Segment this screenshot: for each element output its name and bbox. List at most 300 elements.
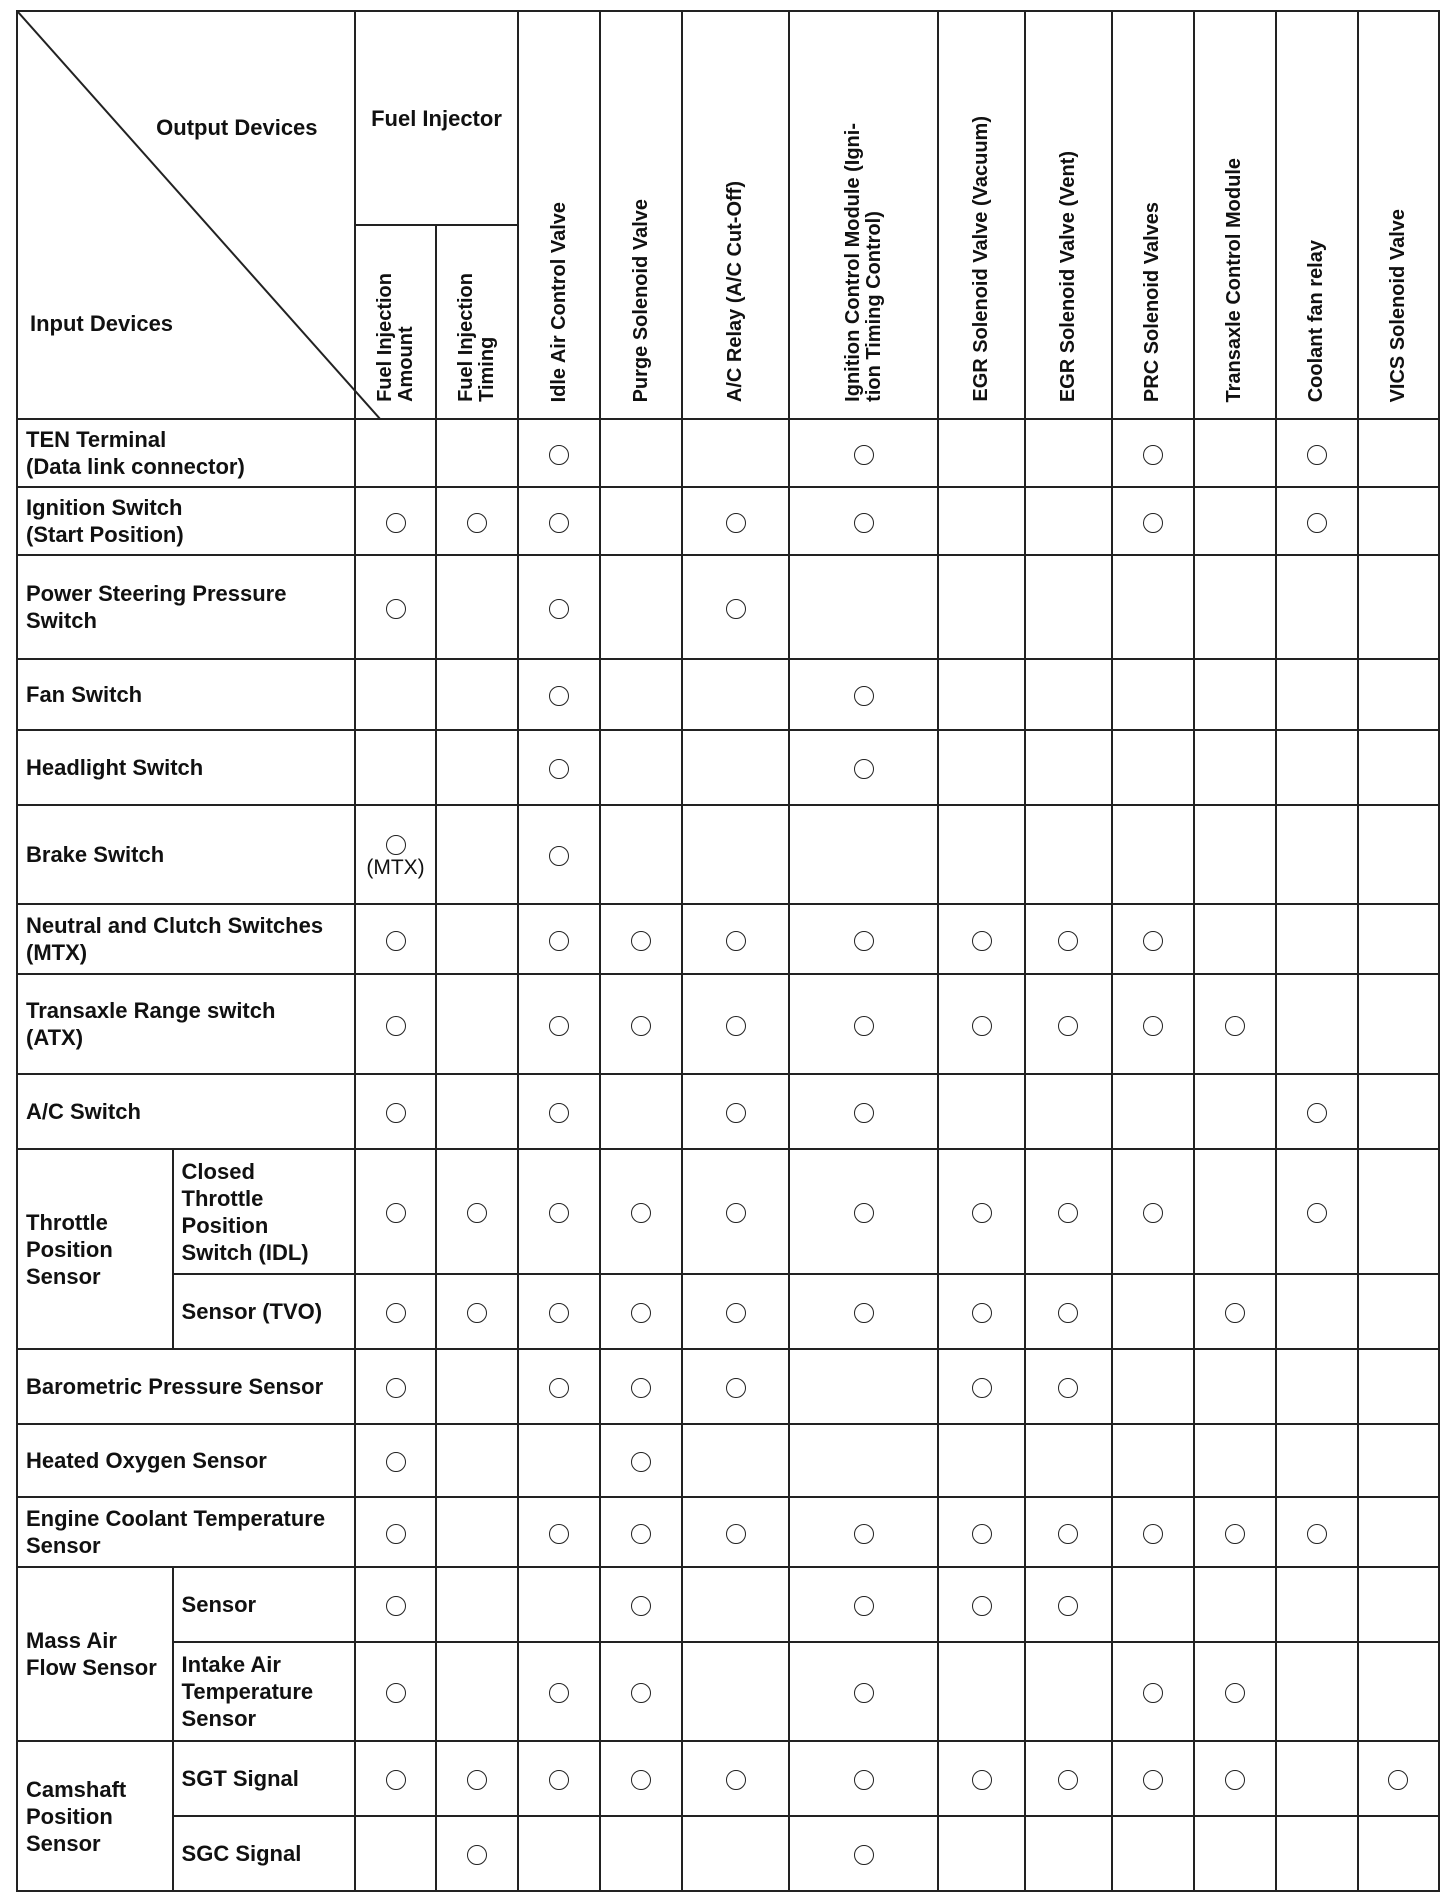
matrix-cell xyxy=(518,1074,600,1149)
column-header-4 xyxy=(600,11,682,419)
matrix-cell xyxy=(436,555,518,659)
matrix-cell xyxy=(355,1424,437,1497)
matrix-cell xyxy=(789,659,938,730)
matrix-cell xyxy=(1358,904,1439,974)
matrix-cell xyxy=(1276,1274,1358,1349)
column-header-3 xyxy=(518,11,600,419)
relation-circle-mark xyxy=(631,1524,651,1544)
matrix-cell xyxy=(789,1567,938,1642)
matrix-cell xyxy=(938,805,1025,904)
matrix-cell xyxy=(600,659,682,730)
table-row xyxy=(17,487,1439,555)
matrix-cell xyxy=(436,659,518,730)
column-header-2 xyxy=(436,225,518,419)
relation-circle-mark xyxy=(386,835,406,855)
relation-circle-mark xyxy=(726,1770,746,1790)
matrix-cell xyxy=(938,659,1025,730)
matrix-cell xyxy=(1276,730,1358,805)
relation-circle-mark xyxy=(854,1596,874,1616)
mark-note: (MTX) xyxy=(366,856,425,879)
relation-circle-mark xyxy=(386,1683,406,1703)
matrix-cell xyxy=(1358,1074,1439,1149)
matrix-cell xyxy=(1025,419,1112,487)
relation-circle-mark xyxy=(1143,1683,1163,1703)
matrix-cell xyxy=(436,1497,518,1567)
matrix-cell xyxy=(938,974,1025,1074)
relation-circle-mark xyxy=(1143,1770,1163,1790)
matrix-cell xyxy=(1194,1274,1276,1349)
matrix-cell xyxy=(600,1497,682,1567)
matrix-cell xyxy=(1025,1074,1112,1149)
matrix-cell xyxy=(789,1816,938,1891)
input-device-label: Transaxle Range switch (ATX) xyxy=(17,974,355,1074)
relation-circle-mark xyxy=(726,931,746,951)
relation-circle-mark xyxy=(549,686,569,706)
input-device-label: Intake Air Temperature Sensor xyxy=(173,1642,355,1741)
matrix-cell xyxy=(1112,904,1194,974)
relation-circle-mark xyxy=(1143,445,1163,465)
relation-circle-mark xyxy=(726,513,746,533)
matrix-cell xyxy=(600,419,682,487)
relation-circle-mark xyxy=(854,931,874,951)
column-header-7 xyxy=(938,11,1025,419)
relation-circle-mark xyxy=(726,1303,746,1323)
relation-circle-mark xyxy=(467,1303,487,1323)
relation-circle-mark xyxy=(386,1378,406,1398)
matrix-cell xyxy=(682,555,789,659)
matrix-cell xyxy=(1358,419,1439,487)
input-device-label: A/C Switch xyxy=(17,1074,355,1149)
column-header-label: Idle Air Control Valve xyxy=(547,201,570,402)
relation-circle-mark xyxy=(549,513,569,533)
matrix-cell xyxy=(938,730,1025,805)
matrix-cell xyxy=(1112,1074,1194,1149)
matrix-cell xyxy=(682,974,789,1074)
matrix-cell xyxy=(518,805,600,904)
relation-circle-mark xyxy=(972,1770,992,1790)
matrix-cell xyxy=(518,419,600,487)
matrix-cell xyxy=(355,659,437,730)
column-header-label: Coolant fan relay xyxy=(1305,239,1328,402)
relation-circle-mark xyxy=(854,1016,874,1036)
matrix-cell xyxy=(1112,1497,1194,1567)
matrix-cell xyxy=(1358,1497,1439,1567)
input-device-label: Neutral and Clutch Switches (MTX) xyxy=(17,904,355,974)
relation-circle-mark xyxy=(1225,1303,1245,1323)
relation-circle-mark xyxy=(631,1016,651,1036)
relation-circle-mark xyxy=(854,445,874,465)
relation-circle-mark xyxy=(549,759,569,779)
matrix-cell xyxy=(938,1567,1025,1642)
matrix-cell xyxy=(682,659,789,730)
input-device-label: Engine Coolant Temperature Sensor xyxy=(17,1497,355,1567)
fuel-injector-header: Fuel Injector xyxy=(355,11,519,225)
matrix-cell xyxy=(938,904,1025,974)
matrix-cell xyxy=(518,904,600,974)
column-header-5 xyxy=(682,11,789,419)
matrix-cell xyxy=(600,1741,682,1816)
matrix-cell xyxy=(600,730,682,805)
matrix-cell xyxy=(1025,1274,1112,1349)
matrix-cell xyxy=(1358,1149,1439,1274)
column-header-9 xyxy=(1112,11,1194,419)
relation-circle-mark xyxy=(1058,1378,1078,1398)
matrix-cell xyxy=(1112,419,1194,487)
matrix-cell xyxy=(938,1497,1025,1567)
matrix-cell xyxy=(1358,1424,1439,1497)
input-device-label: Heated Oxygen Sensor xyxy=(17,1424,355,1497)
header-row xyxy=(17,11,1439,225)
matrix-cell xyxy=(682,730,789,805)
matrix-cell xyxy=(789,805,938,904)
input-device-group-label: Camshaft Position Sensor xyxy=(17,1741,173,1891)
relation-circle-mark xyxy=(854,759,874,779)
matrix-cell xyxy=(682,1497,789,1567)
input-device-label: SGC Signal xyxy=(173,1816,355,1891)
relation-circle-mark xyxy=(854,1683,874,1703)
matrix-cell xyxy=(1025,1497,1112,1567)
matrix-cell xyxy=(518,974,600,1074)
relation-circle-mark xyxy=(1058,1016,1078,1036)
matrix-cell xyxy=(355,1567,437,1642)
matrix-cell xyxy=(1194,1816,1276,1891)
matrix-cell xyxy=(1025,1816,1112,1891)
table-row xyxy=(17,659,1439,730)
input-device-label: Ignition Switch (Start Position) xyxy=(17,487,355,555)
relation-circle-mark xyxy=(549,1683,569,1703)
matrix-cell xyxy=(436,1424,518,1497)
matrix-cell xyxy=(789,1149,938,1274)
matrix-cell xyxy=(1276,487,1358,555)
relation-circle-mark xyxy=(1143,1524,1163,1544)
table-row xyxy=(17,974,1439,1074)
relation-circle-mark xyxy=(972,1016,992,1036)
matrix-cell xyxy=(789,487,938,555)
relation-circle-mark xyxy=(1225,1770,1245,1790)
matrix-cell xyxy=(1194,904,1276,974)
table-row xyxy=(17,1424,1439,1497)
relation-circle-mark xyxy=(467,513,487,533)
matrix-cell xyxy=(1025,904,1112,974)
input-device-label: Power Steering Pressure Switch xyxy=(17,555,355,659)
matrix-cell xyxy=(938,1074,1025,1149)
matrix-cell xyxy=(1358,1567,1439,1642)
matrix-cell xyxy=(600,1149,682,1274)
diagonal-divider xyxy=(18,12,381,420)
table-row xyxy=(17,1274,1439,1349)
relation-circle-mark xyxy=(549,599,569,619)
relation-circle-mark xyxy=(386,1303,406,1323)
input-device-label: Barometric Pressure Sensor xyxy=(17,1349,355,1424)
relation-circle-mark xyxy=(386,1596,406,1616)
matrix-cell xyxy=(1112,1149,1194,1274)
relation-circle-mark xyxy=(549,1303,569,1323)
matrix-cell xyxy=(600,1567,682,1642)
relation-circle-mark xyxy=(549,846,569,866)
matrix-cell xyxy=(436,904,518,974)
relation-circle-mark xyxy=(972,931,992,951)
matrix-cell xyxy=(1112,1642,1194,1741)
matrix-cell xyxy=(518,555,600,659)
matrix-cell xyxy=(518,1349,600,1424)
matrix-cell xyxy=(1194,1642,1276,1741)
relation-circle-mark xyxy=(631,1683,651,1703)
matrix-cell xyxy=(1358,1816,1439,1891)
matrix-cell xyxy=(938,1274,1025,1349)
column-header-11 xyxy=(1276,11,1358,419)
relation-circle-mark xyxy=(1307,1103,1327,1123)
matrix-cell xyxy=(938,555,1025,659)
relation-circle-mark xyxy=(631,1452,651,1472)
matrix-cell xyxy=(1276,974,1358,1074)
relation-circle-mark xyxy=(726,1203,746,1223)
relation-circle-mark xyxy=(972,1303,992,1323)
input-device-label: Sensor xyxy=(173,1567,355,1642)
matrix-cell xyxy=(600,1274,682,1349)
matrix-cell xyxy=(1194,659,1276,730)
relation-circle-mark xyxy=(854,1103,874,1123)
matrix-cell xyxy=(1276,1567,1358,1642)
matrix-cell xyxy=(1358,659,1439,730)
matrix-cell xyxy=(682,1149,789,1274)
relation-circle-mark xyxy=(972,1596,992,1616)
matrix-cell xyxy=(789,1274,938,1349)
matrix-cell xyxy=(1276,1424,1358,1497)
matrix-cell xyxy=(1112,974,1194,1074)
relation-circle-mark xyxy=(386,1452,406,1472)
matrix-cell xyxy=(1025,1149,1112,1274)
matrix-cell xyxy=(1112,1567,1194,1642)
matrix-cell xyxy=(789,555,938,659)
relation-circle-mark xyxy=(854,1303,874,1323)
relation-circle-mark xyxy=(1143,513,1163,533)
matrix-cell xyxy=(436,974,518,1074)
matrix-cell xyxy=(1025,1424,1112,1497)
table-row xyxy=(17,805,1439,904)
matrix-cell xyxy=(789,1349,938,1424)
matrix-cell xyxy=(355,1149,437,1274)
matrix-cell xyxy=(355,1816,437,1891)
relation-circle-mark xyxy=(1225,1016,1245,1036)
matrix-cell xyxy=(1025,1642,1112,1741)
matrix-cell xyxy=(1112,487,1194,555)
matrix-cell xyxy=(1194,555,1276,659)
matrix-cell xyxy=(518,1274,600,1349)
relation-circle-mark xyxy=(1307,1524,1327,1544)
input-device-label: Sensor (TVO) xyxy=(173,1274,355,1349)
relation-circle-mark xyxy=(549,1016,569,1036)
matrix-cell xyxy=(1276,659,1358,730)
relation-circle-mark xyxy=(631,931,651,951)
input-device-group-label: Throttle Position Sensor xyxy=(17,1149,173,1349)
matrix-cell xyxy=(1194,1497,1276,1567)
matrix-cell xyxy=(436,487,518,555)
matrix-cell xyxy=(1194,1567,1276,1642)
column-header-label: Ignition Control Module (Igni- tion Timing Control) xyxy=(841,123,885,402)
column-header-6 xyxy=(789,11,938,419)
matrix-cell xyxy=(1194,1741,1276,1816)
table-row xyxy=(17,1149,1439,1274)
relation-circle-mark xyxy=(1058,931,1078,951)
matrix-cell xyxy=(1276,805,1358,904)
input-device-label: Headlight Switch xyxy=(17,730,355,805)
matrix-cell xyxy=(1194,419,1276,487)
column-header-8 xyxy=(1025,11,1112,419)
input-device-group-label: Mass Air Flow Sensor xyxy=(17,1567,173,1741)
relation-circle-mark xyxy=(549,1770,569,1790)
matrix-cell xyxy=(518,659,600,730)
relation-circle-mark xyxy=(854,1845,874,1865)
relation-circle-mark xyxy=(1388,1770,1408,1790)
matrix-cell xyxy=(600,487,682,555)
matrix-cell xyxy=(789,730,938,805)
matrix-cell xyxy=(1276,1642,1358,1741)
relation-circle-mark xyxy=(549,931,569,951)
matrix-cell xyxy=(355,1349,437,1424)
matrix-cell xyxy=(1112,1424,1194,1497)
matrix-cell xyxy=(355,904,437,974)
matrix-cell xyxy=(938,1741,1025,1816)
matrix-cell xyxy=(436,1816,518,1891)
matrix-cell xyxy=(355,419,437,487)
matrix-cell xyxy=(600,805,682,904)
relation-circle-mark xyxy=(726,1016,746,1036)
matrix-cell xyxy=(600,555,682,659)
matrix-cell xyxy=(436,1567,518,1642)
column-header-label: Fuel Injection Amount xyxy=(373,273,417,402)
matrix-cell xyxy=(1358,487,1439,555)
matrix-cell xyxy=(1358,1274,1439,1349)
matrix-cell xyxy=(1358,805,1439,904)
matrix-cell xyxy=(1358,1642,1439,1741)
column-header-label: A/C Relay (A/C Cut-Off) xyxy=(724,180,747,402)
matrix-cell xyxy=(1025,805,1112,904)
matrix-cell xyxy=(1025,730,1112,805)
matrix-cell xyxy=(682,1349,789,1424)
relation-circle-mark xyxy=(1225,1683,1245,1703)
column-header-label: Transaxle Control Module xyxy=(1223,157,1246,402)
input-output-matrix-table xyxy=(16,10,1440,1892)
matrix-cell xyxy=(1112,1741,1194,1816)
matrix-cell xyxy=(1276,1074,1358,1149)
matrix-cell xyxy=(600,1424,682,1497)
matrix-cell xyxy=(355,1741,437,1816)
matrix-cell xyxy=(600,974,682,1074)
column-header-10 xyxy=(1194,11,1276,419)
relation-circle-mark xyxy=(386,513,406,533)
relation-circle-mark xyxy=(631,1203,651,1223)
matrix-cell xyxy=(1112,1274,1194,1349)
matrix-cell xyxy=(1025,1567,1112,1642)
relation-circle-mark xyxy=(1225,1524,1245,1544)
matrix-cell xyxy=(682,1816,789,1891)
matrix-cell xyxy=(1025,1349,1112,1424)
matrix-cell xyxy=(355,1074,437,1149)
corner-cell xyxy=(17,11,355,419)
relation-circle-mark xyxy=(1058,1303,1078,1323)
matrix-cell xyxy=(1194,805,1276,904)
relation-circle-mark xyxy=(726,599,746,619)
relation-circle-mark xyxy=(631,1596,651,1616)
matrix-cell xyxy=(1276,555,1358,659)
matrix-cell xyxy=(355,974,437,1074)
matrix-cell xyxy=(1358,1349,1439,1424)
input-devices-label: Input Devices xyxy=(30,311,174,336)
matrix-cell xyxy=(436,805,518,904)
matrix-cell xyxy=(789,1074,938,1149)
matrix-cell xyxy=(355,1274,437,1349)
matrix-cell xyxy=(1276,1741,1358,1816)
matrix-cell xyxy=(1194,730,1276,805)
input-device-label: TEN Terminal (Data link connector) xyxy=(17,419,355,487)
matrix-cell xyxy=(682,1274,789,1349)
matrix-cell xyxy=(938,1816,1025,1891)
matrix-cell xyxy=(600,1642,682,1741)
relation-circle-mark xyxy=(467,1770,487,1790)
matrix-cell xyxy=(682,419,789,487)
table-row xyxy=(17,419,1439,487)
relation-circle-mark xyxy=(631,1378,651,1398)
column-header-label: PRC Solenoid Valves xyxy=(1141,201,1164,402)
input-device-label: Fan Switch xyxy=(17,659,355,730)
matrix-cell xyxy=(789,1497,938,1567)
table-row xyxy=(17,1816,1439,1891)
matrix-cell xyxy=(938,1642,1025,1741)
matrix-cell xyxy=(436,419,518,487)
matrix-cell xyxy=(518,1424,600,1497)
table-row xyxy=(17,1642,1439,1741)
matrix-cell xyxy=(518,487,600,555)
table-row xyxy=(17,1567,1439,1642)
relation-circle-mark xyxy=(1307,1203,1327,1223)
matrix-cell xyxy=(355,1642,437,1741)
matrix-cell xyxy=(1025,555,1112,659)
matrix-cell xyxy=(1025,659,1112,730)
matrix-cell xyxy=(1276,1149,1358,1274)
relation-circle-mark xyxy=(1143,1203,1163,1223)
relation-circle-mark xyxy=(1058,1524,1078,1544)
matrix-cell xyxy=(518,1642,600,1741)
matrix-cell xyxy=(1276,419,1358,487)
relation-circle-mark xyxy=(467,1845,487,1865)
matrix-cell xyxy=(1112,555,1194,659)
table-row xyxy=(17,1497,1439,1567)
column-header-label: EGR Solenoid Valve (Vacuum) xyxy=(970,116,993,402)
matrix-cell xyxy=(938,419,1025,487)
matrix-cell xyxy=(355,487,437,555)
column-header-label: VICS Solenoid Valve xyxy=(1386,208,1409,402)
relation-circle-mark xyxy=(467,1203,487,1223)
relation-circle-mark xyxy=(1058,1770,1078,1790)
matrix-cell xyxy=(938,1149,1025,1274)
table-row xyxy=(17,1349,1439,1424)
relation-circle-mark xyxy=(854,1203,874,1223)
matrix-cell xyxy=(1112,1816,1194,1891)
matrix-cell xyxy=(355,805,437,904)
matrix-cell xyxy=(1025,974,1112,1074)
relation-circle-mark xyxy=(549,445,569,465)
matrix-cell xyxy=(789,974,938,1074)
relation-circle-mark xyxy=(1058,1596,1078,1616)
matrix-cell xyxy=(1112,1349,1194,1424)
matrix-cell xyxy=(518,1741,600,1816)
matrix-cell xyxy=(1194,1149,1276,1274)
table-row xyxy=(17,555,1439,659)
relation-circle-mark xyxy=(1307,445,1327,465)
column-header-label: Purge Solenoid Valve xyxy=(629,198,652,402)
relation-circle-mark xyxy=(549,1203,569,1223)
relation-circle-mark xyxy=(386,599,406,619)
